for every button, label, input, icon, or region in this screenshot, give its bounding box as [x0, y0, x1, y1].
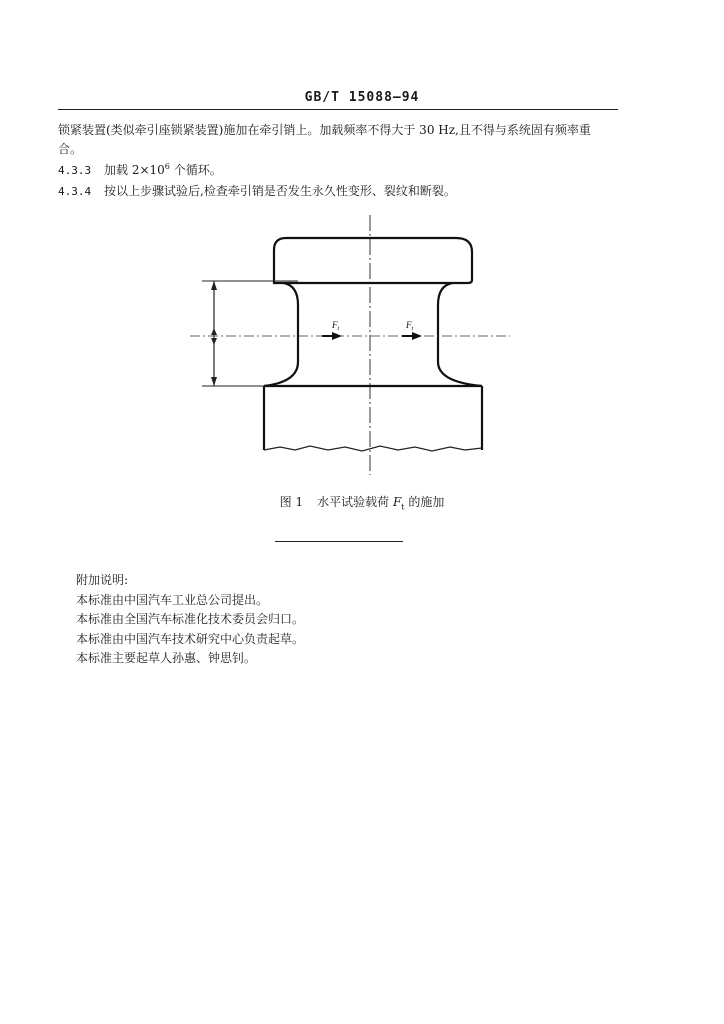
continuation-text-2: 合。 [58, 142, 83, 156]
dimension-arrow-bottom [211, 377, 217, 386]
kingpin-base [264, 386, 482, 450]
notes-line-committee: 本标准由全国汽车标准化技术委员会归口。 [76, 612, 305, 626]
dimension-arrow-top [211, 281, 217, 290]
additional-notes [76, 571, 596, 669]
force-label-left: $F_t$ [332, 320, 340, 332]
clause-4-3-3-text-before: 加载 2×10 [104, 163, 165, 177]
figure-1-kingpin-diagram [180, 210, 520, 480]
kingpin-neck-left [264, 283, 298, 386]
force-arrow-left-head [332, 332, 342, 340]
dimension-mid-arrow-down [211, 338, 217, 345]
clause-4-3-3-text-after: 个循环。 [169, 163, 222, 177]
force-label-right: $F_t$ [406, 320, 414, 332]
standard-number: GB/T 15088—94 [304, 90, 420, 105]
page-header [0, 90, 724, 105]
break-line [264, 446, 482, 451]
figure-caption [0, 493, 724, 511]
kingpin-neck-right [438, 283, 482, 386]
clause-4-3-3-exponent: 6 [164, 162, 170, 171]
end-divider [275, 541, 403, 542]
dimension-mid-arrow-up [211, 328, 217, 335]
notes-line-authors: 本标准主要起草人孙惠、钟思钊。 [76, 651, 257, 665]
continuation-line-2 [58, 140, 618, 158]
notes-line-drafter: 本标准由中国汽车技术研究中心负责起草。 [76, 631, 305, 646]
caption-text-after: 的施加 [404, 495, 445, 509]
notes-title: 附加说明: [76, 573, 129, 587]
clause-4-3-4-number: 4.3.4 [58, 185, 92, 198]
notes-line-proposer: 本标准由中国汽车工业总公司提出。 [76, 592, 269, 607]
clause-4-3-3 [58, 161, 618, 180]
clause-4-3-4-text: 按以上步骤试验后,检查牵引销是否发生永久性变形、裂纹和断裂。 [104, 184, 456, 198]
clause-4-3-4 [58, 182, 618, 201]
continuation-line-1 [58, 121, 618, 139]
continuation-text-1: 锁紧装置(类似牵引座锁紧装置)施加在牵引销上。加载频率不得大于 30 Hz,且不得与系统固有频率重 [58, 123, 591, 137]
figure-number: 图 1 [279, 495, 304, 509]
caption-force-subscript: t [401, 502, 405, 512]
force-arrow-right-head [412, 332, 422, 340]
kingpin-head [274, 238, 472, 283]
clause-4-3-3-number: 4.3.3 [58, 164, 92, 177]
header-divider [58, 109, 618, 110]
caption-force-symbol: F [392, 495, 402, 509]
caption-text-before: 水平试验载荷 [317, 495, 393, 509]
kingpin-drawing [180, 210, 520, 480]
clause-4-3-3-text [104, 163, 222, 177]
